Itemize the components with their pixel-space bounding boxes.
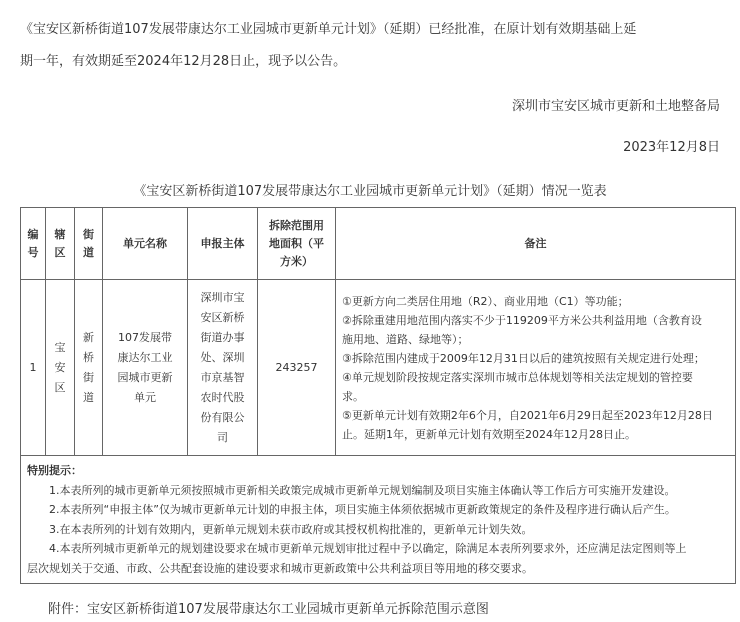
header-remarks: 备注 xyxy=(336,208,736,280)
notice-date: 2023年12月8日 xyxy=(623,140,720,155)
cell-district-line: 区 xyxy=(54,380,66,394)
remark-line: 求。 xyxy=(342,389,364,403)
cell-street-line: 新 xyxy=(83,330,94,344)
remark-line: ②拆除重建用地范围内落实不少于119209平方米公共利益用地（含教育设 xyxy=(342,313,702,327)
cell-street xyxy=(75,280,103,456)
cell-applicant-line: 安区新桥 xyxy=(200,310,245,324)
cell-area: 243257 xyxy=(258,280,336,456)
remark-line: ③拆除范围内建成于2009年12月31日以后的建筑按照有关规定进行处理； xyxy=(342,351,705,365)
cell-street-line: 道 xyxy=(83,390,94,404)
cell-applicant xyxy=(188,280,258,456)
cell-street-line: 街 xyxy=(83,370,94,384)
remark-line: 止。延期1年，更新单元计划有效期至2024年12月28日止。 xyxy=(342,427,636,441)
cell-unit-name-line: 园城市更新 xyxy=(117,370,173,384)
cell-street-line: 桥 xyxy=(83,350,94,364)
tip-item: 3.在本表所列的计划有效期内，更新单元规划未获市政府或其授权机构批准的，更新单元计划失效。 xyxy=(49,522,533,536)
table-header-row xyxy=(21,208,736,280)
cell-district-line: 安 xyxy=(54,360,66,374)
remark-line: ④单元规划阶段按规定落实深圳市城市总体规划等相关法定规划的管控要 xyxy=(342,370,693,384)
tip-item: 4.本表所列城市更新单元的规划建设要求在城市更新单元规划审批过程中予以确定，除满足本表所列要求外，还应满足法定图则等上 xyxy=(49,542,687,555)
header-no-line: 号 xyxy=(27,245,39,259)
cell-district xyxy=(46,280,75,456)
tip-item: 1.本表所列的城市更新单元须按照城市更新相关政策完成城市更新单元规划编制及项目实施主体确认等工作后方可实施开发建设。 xyxy=(49,483,676,497)
cell-unit-name-line: 单元 xyxy=(134,390,156,404)
header-district-line: 区 xyxy=(54,245,66,259)
issuer: 深圳市宝安区城市更新和土地整备局 xyxy=(511,99,720,114)
cell-unit-name-line: 康达尔工业 xyxy=(117,350,173,364)
header-street-line: 道 xyxy=(83,245,94,259)
cell-remarks xyxy=(336,280,736,456)
cell-unit-name-line: 107发展带 xyxy=(118,330,172,344)
remark-line: ⑤更新单元计划有效期2年6个月，自2021年6月29日起至2023年12月28日 xyxy=(342,408,713,422)
cell-applicant-line: 司 xyxy=(217,430,228,444)
header-area-line: 拆除范围用 xyxy=(269,218,324,232)
remark-line: ①更新方向二类居住用地（R2）、商业用地（C1）等功能； xyxy=(342,294,629,308)
notice-paragraph-line2: 期一年，有效期延至2024年12月28日止，现予以公告。 xyxy=(20,54,347,69)
cell-applicant-line: 深圳市宝 xyxy=(200,290,245,304)
remark-line: 施用地、道路、绿地等）； xyxy=(342,332,469,346)
tip-item: 2.本表所列“申报主体”仅为城市更新单元计划的申报主体，项目实施主体须依据城市更新政策规定的条件及程序进行确认后产生。 xyxy=(49,503,676,516)
special-tips xyxy=(21,456,736,584)
plan-table xyxy=(20,207,736,584)
cell-applicant-line: 市京基智 xyxy=(200,370,245,384)
header-area xyxy=(258,208,336,280)
table-row xyxy=(21,280,736,456)
cell-applicant-line: 农时代股 xyxy=(200,390,245,404)
cell-applicant-line: 处、深圳 xyxy=(200,350,245,364)
header-no-line: 编 xyxy=(27,227,39,241)
tips-row xyxy=(21,456,736,584)
header-unit-name: 单元名称 xyxy=(103,208,188,280)
table-title: 《宝安区新桥街道107发展带康达尔工业园城市更新单元计划》（延期）情况一览表 xyxy=(133,184,607,199)
tips-title: 特别提示： xyxy=(27,464,82,477)
tip-item-continuation: 层次规划关于交通、市政、公共配套设施的建设要求和城市更新政策中公共利益项目等用地的移交要求。 xyxy=(27,561,533,575)
attachment-link[interactable]: 附件：宝安区新桥街道107发展带康达尔工业园城市更新单元拆除范围示意图 xyxy=(48,602,489,617)
header-street-line: 街 xyxy=(83,227,94,241)
cell-applicant-line: 街道办事 xyxy=(200,330,245,344)
header-area-line: 方米） xyxy=(280,254,313,268)
header-street xyxy=(75,208,103,280)
cell-no: 1 xyxy=(21,280,46,456)
header-applicant: 申报主体 xyxy=(188,208,258,280)
cell-applicant-line: 份有限公 xyxy=(200,410,245,424)
header-no xyxy=(21,208,46,280)
header-district xyxy=(46,208,75,280)
cell-unit-name xyxy=(103,280,188,456)
header-area-line: 地面积（平 xyxy=(269,236,324,250)
notice-paragraph-line1: 《宝安区新桥街道107发展带康达尔工业园城市更新单元计划》（延期）已经批准，在原计划有效期基础上延 xyxy=(20,22,637,37)
header-district-line: 辖 xyxy=(54,227,66,241)
cell-district-line: 宝 xyxy=(54,340,66,354)
